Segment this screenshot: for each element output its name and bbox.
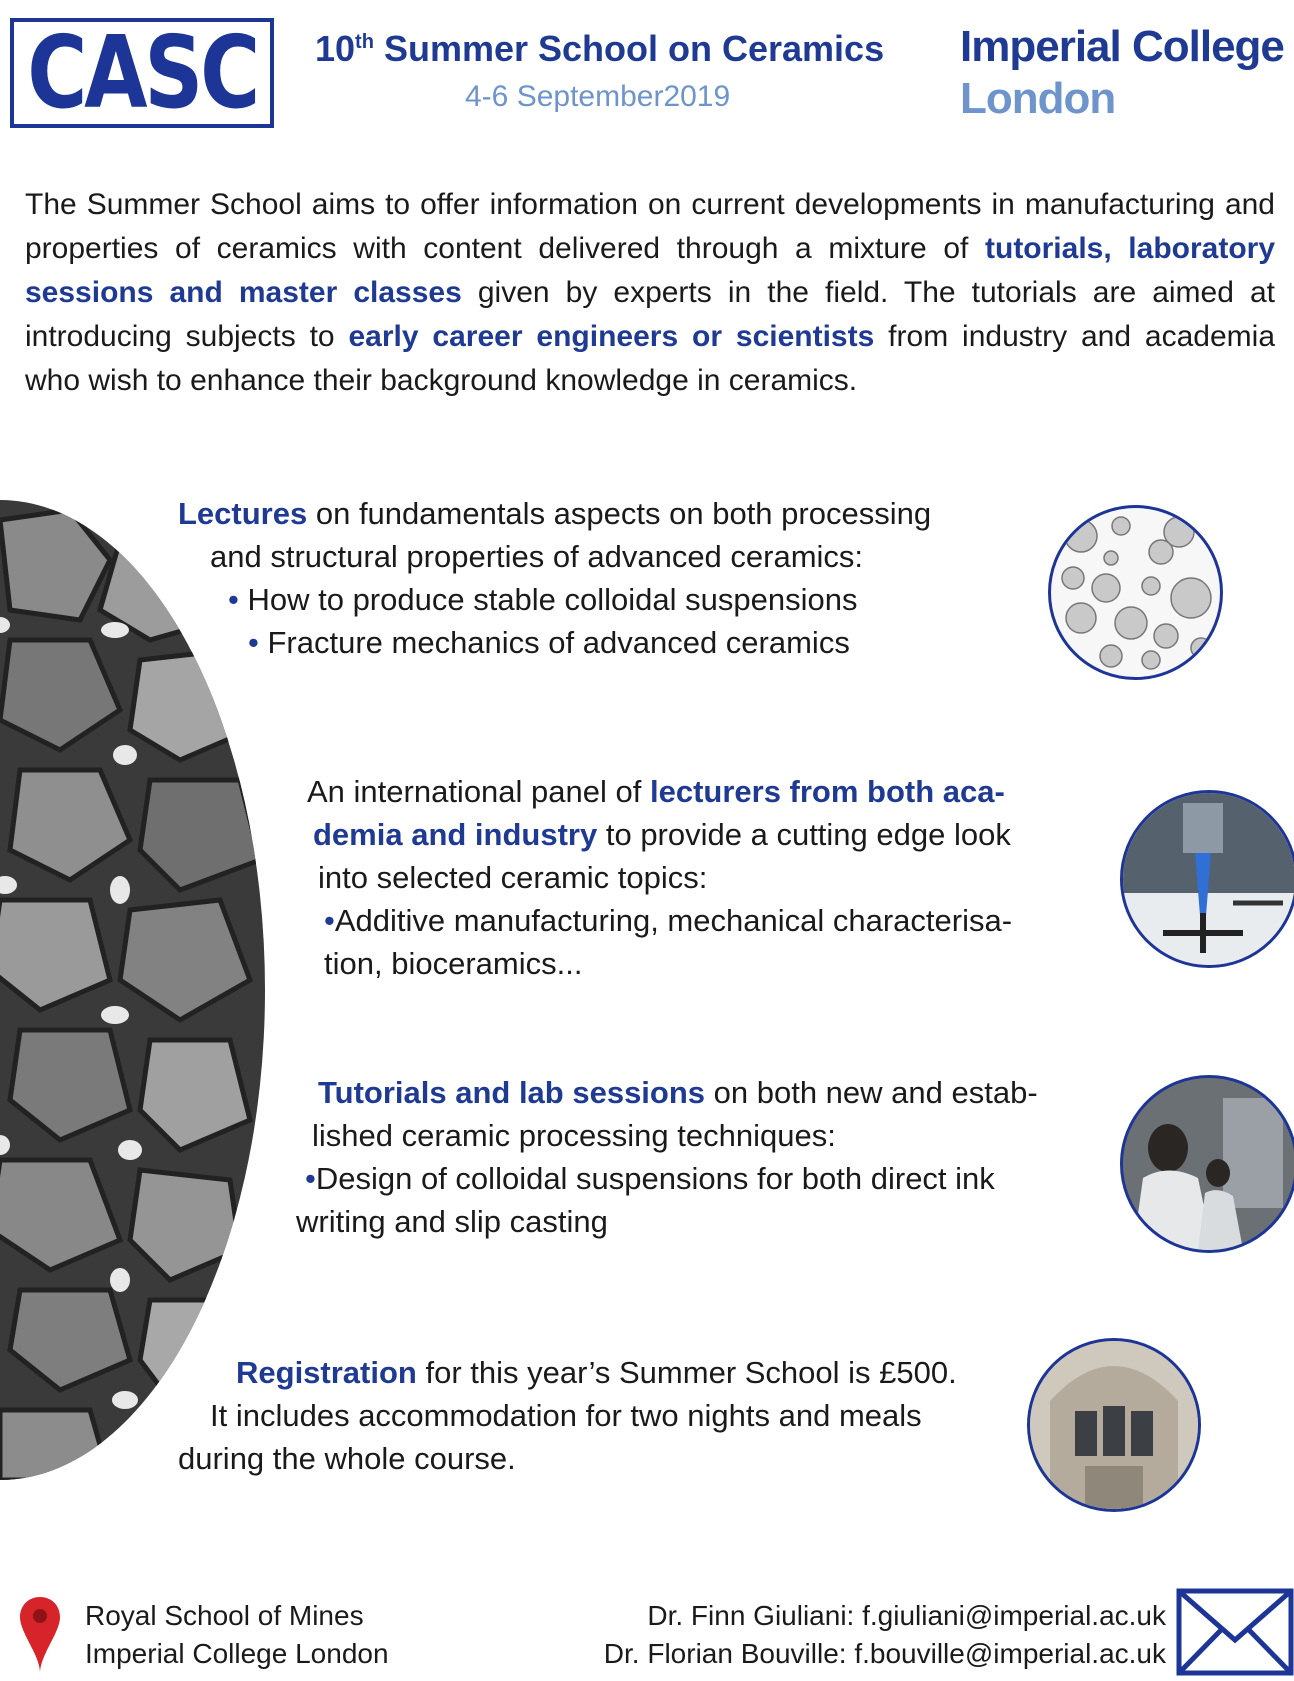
tutorials-highlight: Tutorials and lab sessions [318,1075,706,1110]
tutorials-bullet-text-1: Design of colloidal suspensions for both direct ink [315,1161,995,1196]
event-date: 4-6 September2019 [465,80,731,113]
lectures-line2: and structural properties of advanced ceramics: [210,539,864,574]
casc-logo-text: CASC [27,14,257,131]
contact-giuliani[interactable]: Dr. Finn Giuliani: f.giuliani@imperial.ac.uk [647,1600,1166,1631]
casc-logo [10,14,274,131]
intro-text-3: from industry and academia who wish to enhance their background knowledge in ceramics. [25,320,1275,397]
panel-bullet-cont: tion, bioceramics... [324,946,583,981]
intro-text-2: given by experts in the field. The tutorials are aimed at introducing subjects to [25,276,1275,353]
panel-bullet [324,899,1012,942]
colloid-illustration [1048,505,1223,680]
college-logo-line1: Imperial College [960,22,1284,71]
page-title [315,28,884,70]
tutorials-line2: lished ceramic processing techniques: [312,1118,836,1153]
title-number: 10 [315,28,356,69]
lectures-bullet-2-text: Fracture mechanics of advanced ceramics [267,625,850,660]
lectures-bullet-2 [248,621,850,664]
title-text: Summer School on Ceramics [373,28,885,69]
panel-text-2: to provide a cutting edge look [597,817,1011,852]
intro-highlight-1: tutorials, laboratory sessions and master classes [25,232,1276,309]
tutorials-text: on both new and estab- [705,1075,1038,1110]
bullet-icon: • [324,903,335,938]
bullet-icon: • [248,625,268,660]
panel-line2 [313,813,1011,856]
tutorials-bullet-cont: writing and slip casting [296,1204,608,1239]
bullet-icon: • [305,1161,316,1196]
panel-highlight-1: lecturers from both aca- [649,774,1005,809]
lectures-bullet-1-text: How to produce stable colloidal suspensions [247,582,858,617]
location-line2: Imperial College London [85,1638,389,1669]
lectures-text: on fundamentals aspects on both processing [307,496,932,531]
panel-line3: into selected ceramic topics: [318,860,708,895]
3d-printing-photo [1120,790,1294,968]
panel-highlight-2: demia and industry [313,817,598,852]
registration-line1 [236,1351,957,1394]
panel-line1 [307,770,1005,813]
registration-highlight: Registration [236,1355,417,1390]
lectures-bullet-1 [228,578,858,621]
tutorials-bullet [305,1157,995,1200]
intro-highlight-2: early career engineers or scientists [348,320,875,353]
panel-bullet-text-1: Additive manufacturing, mechanical characterisa- [334,903,1013,938]
lab-session-photo [1120,1075,1294,1253]
lectures-line1 [178,492,931,535]
contact-bouville[interactable]: Dr. Florian Bouville: f.bouville@imperial.ac.uk [603,1638,1166,1669]
royal-school-of-mines-photo [1027,1338,1201,1512]
microstructure-image [0,500,270,1480]
location-line1: Royal School of Mines [85,1600,364,1631]
registration-line3: during the whole course. [178,1441,516,1476]
intro-text-1: The Summer School aims to offer information on current developments in manufacturing and properties of ceramics with content delivered through a mixture of [25,188,1275,265]
tutorials-line1 [318,1071,1038,1114]
location-pin-icon [18,1595,62,1680]
registration-text: for this year’s Summer School is £500. [416,1355,957,1390]
lectures-highlight: Lectures [178,496,308,531]
registration-line2: It includes accommodation for two nights and meals [210,1398,922,1433]
college-logo-line2: London [960,74,1116,123]
title-ordinal: th [355,31,374,53]
envelope-icon [1176,1588,1294,1681]
bullet-icon: • [228,582,248,617]
intro-paragraph [25,183,1275,403]
panel-text-1: An international panel of [307,774,650,809]
